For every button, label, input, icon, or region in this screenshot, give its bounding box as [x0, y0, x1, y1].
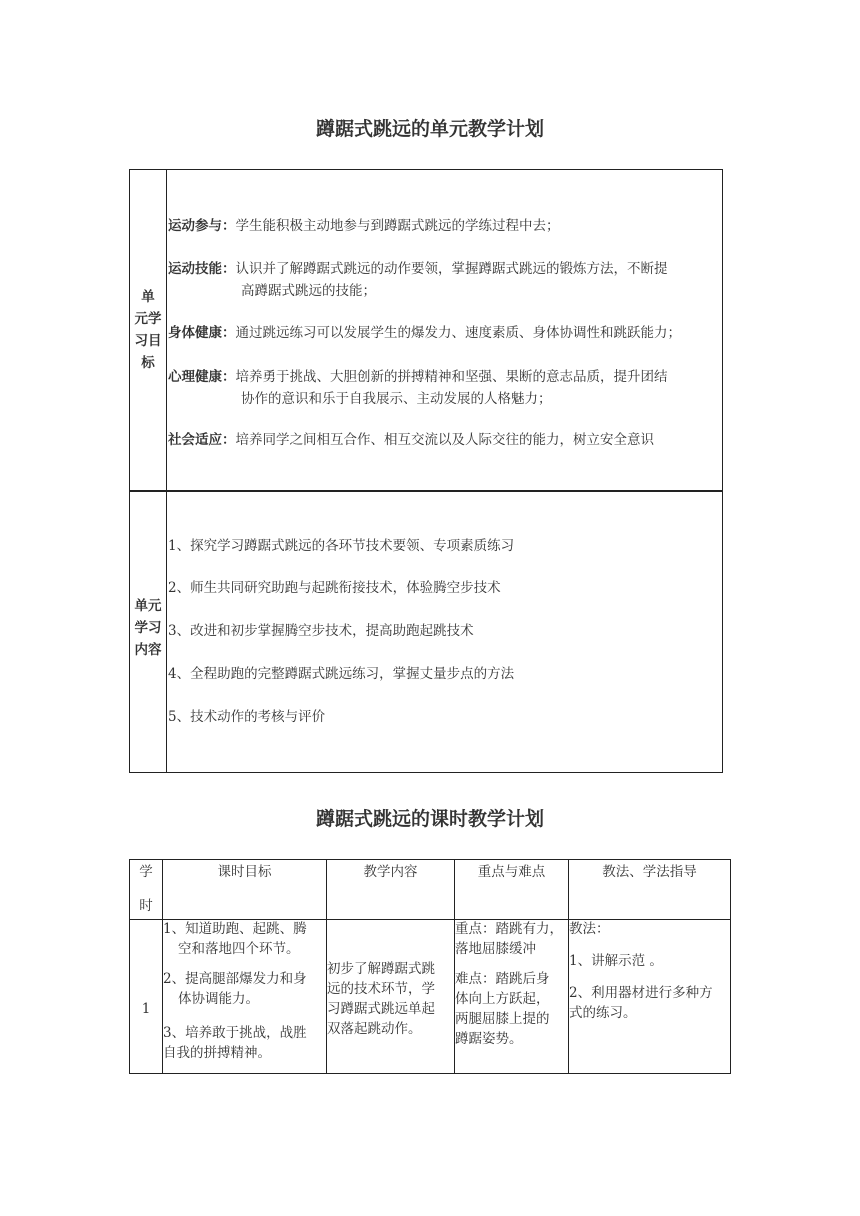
cell-methods: 教法： 1、讲解示范 。 2、利用器材进行多种方 式的练习。 — [569, 921, 713, 1021]
header-objectives: 课时目标 — [217, 864, 272, 880]
list-item: 3、改进和初步掌握腾空步技术，提高助跑起跳技术 — [168, 623, 474, 639]
table-divider — [166, 170, 167, 772]
list-item: 1、探究学习蹲踞式跳远的各环节技术要领、专项素质练习 — [168, 538, 515, 554]
unit-content-label: 单元 学习 内容 — [134, 598, 162, 658]
unit-plan-title: 蹲踞式跳远的单元教学计划 — [315, 118, 544, 140]
list-item: 4、全程助跑的完整蹲踞式跳远练习，掌握丈量步点的方法 — [168, 666, 515, 682]
goal-social-adaptation: 社会适应：培养同学之间相互合作、相互交流以及人际交往的能力，树立安全意识 — [168, 432, 654, 448]
header-key-points: 重点与难点 — [477, 864, 546, 880]
header-content: 教学内容 — [363, 864, 418, 880]
cell-content: 初步了解蹲踞式跳 远的技术环节，学 习蹲踞式跳远单起 双落起跳动作。 — [327, 961, 435, 1037]
list-item: 5、技术动作的考核与评价 — [168, 709, 326, 725]
goal-sport-skills: 运动技能：认识并了解蹲踞式跳远的动作要领，掌握蹲踞式跳远的锻炼方法，不断提 高蹲踞式跳远的技能； — [168, 261, 668, 299]
goal-mental-health: 心理健康：培养勇于挑战、大胆创新的拼搏精神和坚强、果断的意志品质，提升团结 协作的意识和乐于自我展示、主动发展的人格魅力； — [168, 369, 668, 407]
lesson-plan-table — [129, 859, 731, 1074]
cell-key-points: 重点：踏跳有力， 落地屈膝缓冲 难点：踏跳后身 体向上方跃起， 两腿屈膝上提的 蹲踞姿势。 — [455, 921, 563, 1047]
lesson-plan-title: 蹲踞式跳远的课时教学计划 — [315, 808, 544, 830]
list-item: 2、师生共同研究助跑与起跳衔接技术，体验腾空步技术 — [168, 580, 501, 596]
unit-plan-table — [129, 169, 723, 773]
unit-goals-label: 单 元学 习目 标 — [134, 289, 162, 371]
cell-objectives: 1、知道助跑、起跳、腾 空和落地四个环节。 2、提高腿部爆发力和身 体协调能力。 3、培养敢于挑战，战胜 自我的拼搏精神。 — [163, 921, 307, 1061]
cell-period: 1 — [141, 1001, 151, 1017]
goal-sport-participation: 运动参与：学生能积极主动地参与到蹲踞式跳远的学练过程中去； — [168, 218, 560, 234]
header-period: 学 时 — [139, 864, 153, 914]
header-methods: 教法、学法指导 — [602, 864, 697, 880]
goal-physical-health: 身体健康：通过跳远练习可以发展学生的爆发力、速度素质、身体协调性和跳跃能力； — [168, 325, 681, 341]
table-divider — [130, 490, 722, 492]
